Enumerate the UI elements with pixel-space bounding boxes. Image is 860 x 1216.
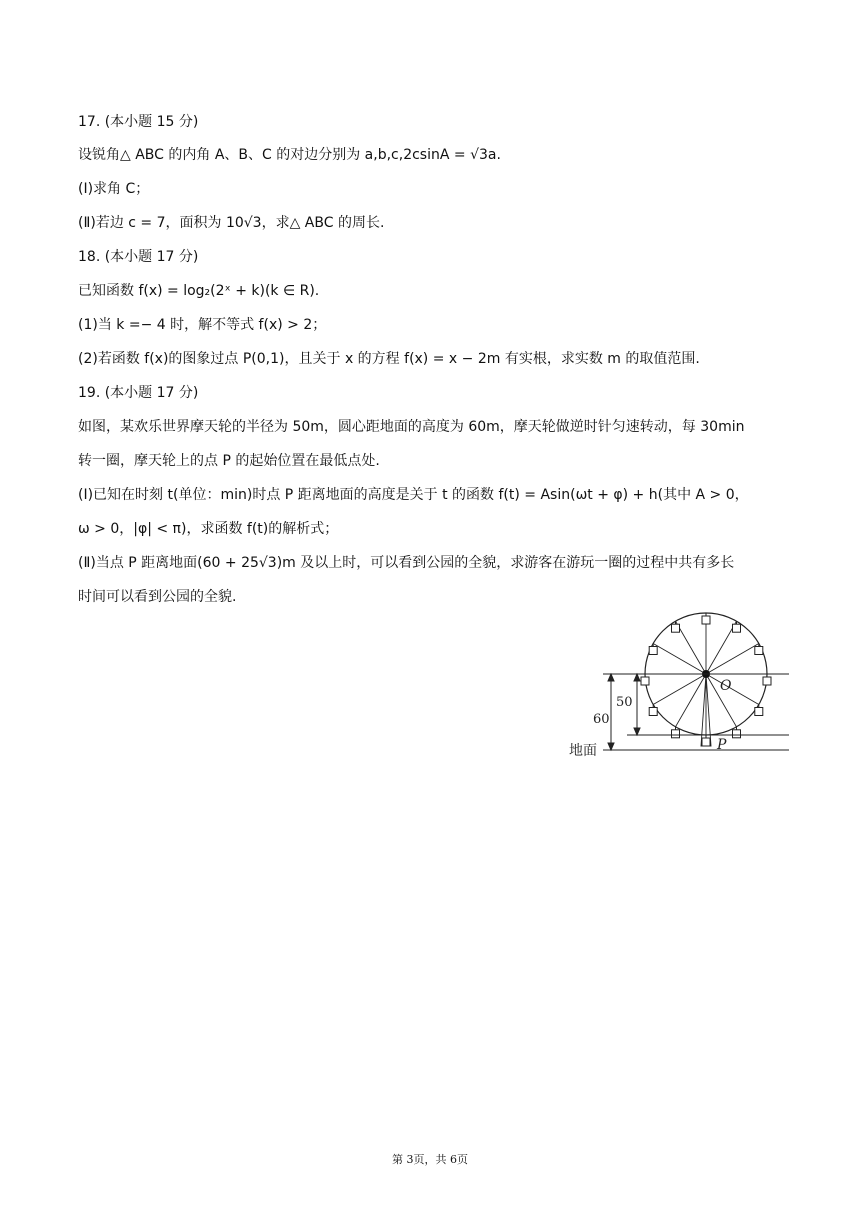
problem-19-part-2a: (Ⅱ)当点 P 距离地面(60 + 25√3)m 及以上时，可以看到公园的全貌，求游客在游玩一圈的过程中共有多长 [78,555,735,571]
problem-18-title: 18. (本小题 17 分) [78,249,199,265]
problem-18-part-2: (2)若函数 f(x)的图象过点 P(0,1)，且关于 x 的方程 f(x) = x − 2m 有实根，求实数 m 的取值范围. [78,351,700,367]
problem-17-part-1: (Ⅰ)求角 C； [78,181,150,197]
problem-19-part-2b: 时间可以看到公园的全貌. [78,589,237,605]
problem-17-part-2: (Ⅱ)若边 c = 7，面积为 10√3，求△ ABC 的周长. [78,215,385,231]
cabin [755,705,763,716]
wheel-spoke [706,644,759,675]
problem-18-statement: 已知函数 f(x) = log₂(2ˣ + k)(k ∈ R). [78,283,320,299]
wheel-spoke [676,674,707,727]
dimension-50 [634,674,640,735]
wheel-spoke [676,621,707,674]
problem-19-part-1a: (Ⅰ)已知在时刻 t(单位：min)时点 P 距离地面的高度是关于 t 的函数 f(t) = Asin(ωt + φ) + h(其中 A > 0， [78,487,749,503]
wheel-spoke [706,621,737,674]
label-50: 50 [616,695,633,710]
problem-19-part-1b: ω > 0，|φ| < π)，求函数 f(t)的解析式； [78,521,339,537]
cabin [702,613,710,624]
cabin [763,674,771,685]
problem-18-part-1: (1)当 k =− 4 时，解不等式 f(x) > 2； [78,317,327,333]
label-o: O [720,678,732,694]
label-p: P [717,737,727,753]
cabin [641,674,649,685]
problem-19-title: 19. (本小题 17 分) [78,385,199,401]
problem-17-title: 17. (本小题 15 分) [78,114,199,130]
cabin [649,705,657,716]
label-60: 60 [593,712,610,727]
label-ground: 地面 [569,743,597,759]
wheel-spoke [653,644,706,675]
problem-19-statement-2: 转一圈，摩天轮上的点 P 的起始位置在最低点处. [78,453,380,469]
problem-17-statement: 设锐角△ ABC 的内角 A、B、C 的对边分别为 a,b,c,2csinA = √3a. [78,147,501,163]
problem-19-statement-1: 如图，某欢乐世界摩天轮的半径为 50m，圆心距地面的高度为 60m，摩天轮做逆时针匀速转动，每 30min [78,419,745,435]
wheel-spoke [653,674,706,705]
page-footer: 第 3页，共 6页 [392,1153,468,1166]
ferris-wheel-figure [565,603,795,763]
cabin [702,735,710,746]
wheel-spoke [706,674,759,705]
ferris-wheel [641,613,771,746]
